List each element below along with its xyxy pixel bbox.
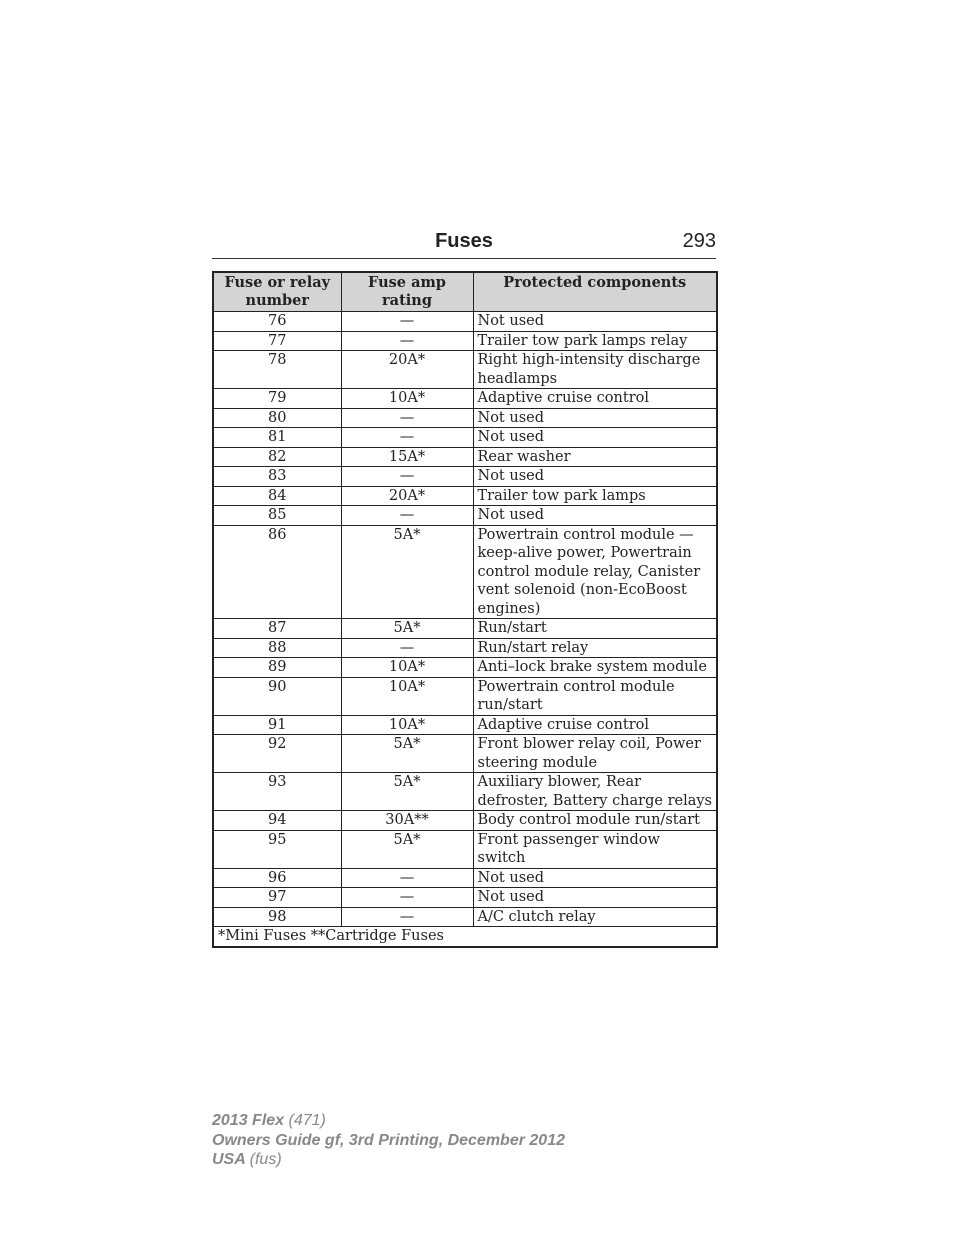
fuse-number-cell: 91 — [213, 715, 341, 735]
fuse-components-cell: Not used — [473, 868, 717, 888]
table-footnote: *Mini Fuses **Cartridge Fuses — [213, 927, 717, 947]
fuse-components-cell: Adaptive cruise control — [473, 389, 717, 409]
page-number: 293 — [682, 230, 716, 252]
fuse-rating-cell: — — [341, 428, 473, 448]
fuse-rating-cell: 10A* — [341, 715, 473, 735]
table-row — [213, 467, 717, 487]
table-row — [213, 428, 717, 448]
fuse-number-cell: 90 — [213, 677, 341, 715]
fuse-number-cell: 77 — [213, 331, 341, 351]
page-footer — [212, 1111, 565, 1170]
fuse-rating-cell: 30A** — [341, 811, 473, 831]
fuse-components-cell: Right high-intensity discharge headlamps — [473, 351, 717, 389]
table-row — [213, 830, 717, 868]
fuse-rating-cell: — — [341, 331, 473, 351]
fuse-components-cell: Not used — [473, 888, 717, 908]
fuse-rating-cell: 5A* — [341, 830, 473, 868]
fuse-rating-cell: 5A* — [341, 735, 473, 773]
fuse-components-cell: Run/start relay — [473, 638, 717, 658]
table-row — [213, 506, 717, 526]
fuse-components-cell: Not used — [473, 408, 717, 428]
fuse-number-cell: 98 — [213, 907, 341, 927]
fuse-number-cell: 79 — [213, 389, 341, 409]
table-row — [213, 773, 717, 811]
footer-market: USA — [212, 1151, 246, 1168]
footer-model-code: (471) — [288, 1112, 326, 1129]
column-header-rating: Fuse amp rating — [341, 272, 473, 312]
fuse-components-cell: Run/start — [473, 619, 717, 639]
fuse-components-cell: Powertrain control module run/start — [473, 677, 717, 715]
table-row — [213, 389, 717, 409]
fuse-number-cell: 92 — [213, 735, 341, 773]
table-row — [213, 907, 717, 927]
fuse-components-cell: A/C clutch relay — [473, 907, 717, 927]
fuse-number-cell: 80 — [213, 408, 341, 428]
table-row — [213, 811, 717, 831]
fuse-components-cell: Front passenger window switch — [473, 830, 717, 868]
fuse-components-cell: Trailer tow park lamps relay — [473, 331, 717, 351]
fuse-components-cell: Powertrain control module — keep-alive power, Powertrain control module relay, Canister vent solenoid (non-EcoBoost engines) — [473, 525, 717, 619]
fuse-number-cell: 85 — [213, 506, 341, 526]
footer-model: 2013 Flex — [212, 1112, 285, 1129]
fuse-rating-cell: 10A* — [341, 389, 473, 409]
fuse-number-cell: 87 — [213, 619, 341, 639]
fuse-number-cell: 95 — [213, 830, 341, 868]
fuse-components-cell: Trailer tow park lamps — [473, 486, 717, 506]
footnote-row — [213, 927, 717, 947]
table-row — [213, 408, 717, 428]
fuse-rating-cell: — — [341, 888, 473, 908]
fuse-rating-cell: 15A* — [341, 447, 473, 467]
fuse-rating-cell: 5A* — [341, 773, 473, 811]
fuse-components-cell: Anti–lock brake system module — [473, 658, 717, 678]
fuse-number-cell: 86 — [213, 525, 341, 619]
table-header-row — [213, 272, 717, 312]
table-row — [213, 525, 717, 619]
fuse-number-cell: 83 — [213, 467, 341, 487]
fuse-number-cell: 97 — [213, 888, 341, 908]
section-title: Fuses — [435, 230, 493, 252]
table-row — [213, 638, 717, 658]
fuse-rating-cell: 10A* — [341, 677, 473, 715]
fuse-rating-cell: — — [341, 312, 473, 332]
fuse-components-cell: Rear washer — [473, 447, 717, 467]
fuse-number-cell: 88 — [213, 638, 341, 658]
fuse-number-cell: 84 — [213, 486, 341, 506]
fuse-components-cell: Not used — [473, 467, 717, 487]
fuse-number-cell: 94 — [213, 811, 341, 831]
table-row — [213, 447, 717, 467]
fuse-components-cell: Not used — [473, 506, 717, 526]
table-row — [213, 351, 717, 389]
fuse-number-cell: 81 — [213, 428, 341, 448]
fuse-components-cell: Not used — [473, 312, 717, 332]
table-row — [213, 619, 717, 639]
fuse-rating-cell: 10A* — [341, 658, 473, 678]
fuse-components-cell: Front blower relay coil, Power steering module — [473, 735, 717, 773]
fuse-rating-cell: — — [341, 408, 473, 428]
fuse-rating-cell: 20A* — [341, 351, 473, 389]
fuse-number-cell: 82 — [213, 447, 341, 467]
fuse-components-cell: Not used — [473, 428, 717, 448]
table-row — [213, 888, 717, 908]
fuse-rating-cell: 5A* — [341, 619, 473, 639]
fuse-rating-cell: — — [341, 868, 473, 888]
table-row — [213, 868, 717, 888]
column-header-number: Fuse or relay number — [213, 272, 341, 312]
fuse-rating-cell: 5A* — [341, 525, 473, 619]
table-row — [213, 658, 717, 678]
column-header-components: Protected components — [473, 272, 717, 312]
footer-market-code: (fus) — [249, 1151, 282, 1168]
fuse-number-cell: 89 — [213, 658, 341, 678]
fuse-number-cell: 78 — [213, 351, 341, 389]
page-header — [212, 228, 716, 259]
fuse-components-cell: Auxiliary blower, Rear defroster, Battery charge relays — [473, 773, 717, 811]
fuse-table — [212, 271, 718, 948]
footer-line-3 — [212, 1150, 565, 1170]
table-row — [213, 677, 717, 715]
fuse-number-cell: 76 — [213, 312, 341, 332]
footer-line-1 — [212, 1111, 565, 1131]
fuse-rating-cell: — — [341, 467, 473, 487]
fuse-rating-cell: — — [341, 638, 473, 658]
fuse-rating-cell: — — [341, 907, 473, 927]
fuse-components-cell: Body control module run/start — [473, 811, 717, 831]
fuse-rating-cell: 20A* — [341, 486, 473, 506]
table-row — [213, 735, 717, 773]
fuse-number-cell: 96 — [213, 868, 341, 888]
table-row — [213, 312, 717, 332]
fuse-components-cell: Adaptive cruise control — [473, 715, 717, 735]
footer-line-2: Owners Guide gf, 3rd Printing, December 2012 — [212, 1131, 565, 1149]
table-row — [213, 715, 717, 735]
table-row — [213, 486, 717, 506]
fuse-rating-cell: — — [341, 506, 473, 526]
fuse-number-cell: 93 — [213, 773, 341, 811]
table-row — [213, 331, 717, 351]
